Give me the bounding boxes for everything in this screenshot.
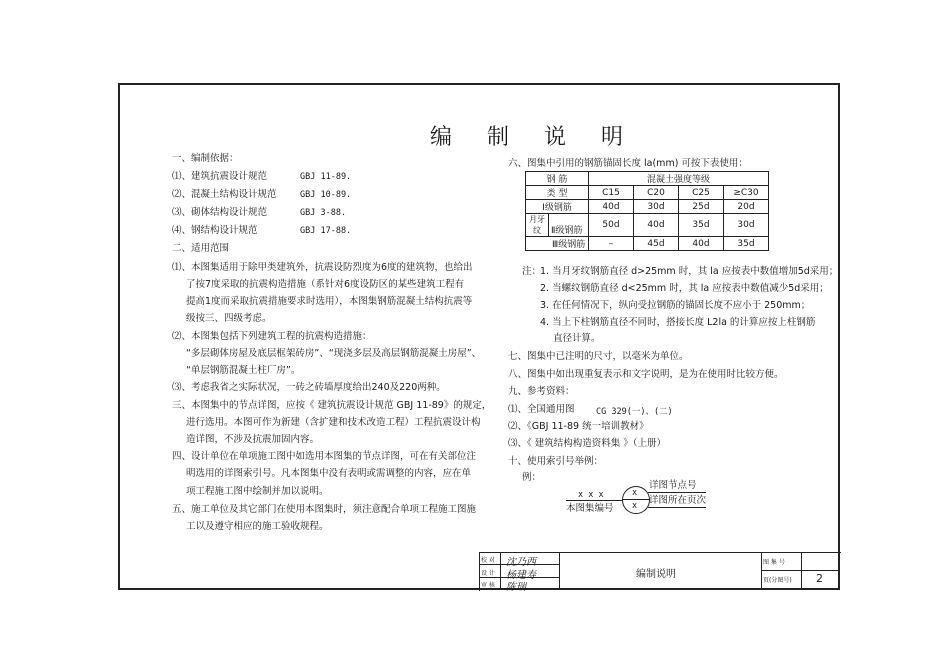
paragraph-line: 工以及遵守相应的施工验收规程。: [186, 521, 329, 532]
page-title: 编 制 说 明: [430, 125, 637, 150]
group-label: 月牙纹: [526, 214, 549, 236]
reference-code: CG 329(一)、(二): [596, 407, 673, 417]
tb-rule: [801, 552, 802, 590]
paragraph-line: 了按7度采取的抗震构造措施（系针对6度设防区的某些建筑工程有: [186, 279, 465, 290]
section-2-heading: 二、适用范围: [172, 243, 230, 254]
detail-number-label: 详图节点号: [649, 480, 697, 491]
basis-item-code: GBJ 10-89.: [300, 190, 352, 200]
leader-line: [648, 492, 706, 493]
paragraph-line: 明选用的详图索引号。凡本图集中没有表明或需调整的内容，应在单: [186, 468, 472, 479]
reference-item: ⑵、《GBJ 11-89 统一培训教材》: [508, 421, 649, 432]
paragraph-line: ⑵、本图集包括下列建筑工程的抗震构造措施：: [172, 331, 372, 342]
grade-cell: C20: [634, 186, 679, 200]
circle-top-text: x: [632, 488, 638, 498]
paragraph-line: ⑴、本图集适用于除甲类建筑外，抗震设防烈度为6度的建筑物，也给出: [172, 262, 473, 273]
signature: 杨建寿: [506, 570, 536, 581]
notes-heading: 注：: [522, 266, 542, 277]
paragraph-line: 三、本图集中的节点详图，应按《 建筑抗震设计规范 GBJ 11-89》的规定，: [172, 400, 492, 411]
note-line: 直径计算。: [553, 333, 601, 344]
basis-item-label: ⑷、钢结构设计规范: [172, 225, 258, 236]
note-line: 2. 当螺纹钢筋直径 d<25mm 时，其 la 应按表中数值减少5d采用；: [540, 283, 829, 294]
section-1-heading: 一、编制依据：: [172, 153, 239, 164]
set-number-label: 图 集 号: [763, 559, 785, 566]
role-label: 设 计: [481, 570, 495, 577]
paragraph-line: 造详图，不涉及抗震加固内容。: [186, 434, 320, 445]
page-number-label: 页(分图号): [763, 577, 792, 584]
table-cell: 30d: [634, 200, 679, 214]
tb-rule: [761, 552, 762, 590]
row-label-text: Ⅱ级钢筋: [551, 226, 583, 236]
section-7: 七、图集中已注明的尺寸，以毫米为单位。: [508, 351, 689, 362]
basis-item-code: GBJ 17-88.: [300, 226, 352, 236]
note-line: 1. 当月牙纹钢筋直径 d>25mm 时，其 la 应按表中数值增加5d采用；: [540, 266, 839, 277]
note-line: 3. 在任何情况下，纵向受拉钢筋的锚固长度不应小于 250mm；: [540, 300, 811, 311]
basis-item-code: GBJ 3-88.: [300, 208, 347, 218]
note-line: 4. 当上下柱钢筋直径不同时，搭接长度 L2la 的计算应按上柱钢筋: [540, 317, 816, 328]
table-cell: 50d: [589, 214, 634, 237]
table-cell: 40d: [634, 214, 679, 237]
tb-rule: [559, 552, 560, 590]
table-row: [526, 200, 769, 214]
table-cell: 45d: [634, 237, 679, 251]
role-label: 校 对: [481, 557, 495, 564]
grade-cell: C25: [679, 186, 724, 200]
index-underline: [566, 500, 622, 501]
section-8: 八、图集中如出现重复表示和文字说明，是为在使用时比较方便。: [508, 369, 784, 380]
paragraph-line: 进行选用。本图可作为新建（含扩建和技术改造工程）工程抗震设计构: [186, 417, 481, 428]
paragraph-line: “单层钢筋混凝土柱厂房”。: [186, 365, 301, 376]
section-10-heading: 十、使用索引号举例：: [508, 456, 604, 467]
table-cell: 35d: [724, 237, 769, 251]
table-cell: 35d: [679, 214, 724, 237]
paragraph-line: ⑶、考虑我省之实际状况，一砖之砖墙厚度给出240及220两种。: [172, 382, 446, 393]
paragraph-line: 五、施工单位及其它部门在使用本图集时，须注意配合单项工程施工图施: [172, 504, 477, 515]
reference-item: ⑶、《 建筑结构构造资料集 》（上册）: [508, 438, 667, 449]
paragraph-line: 级按三、四级考虑。: [186, 313, 272, 324]
leader-line: [648, 507, 706, 508]
drawing-name: 编制说明: [636, 569, 676, 580]
row-label: Ⅰ级钢筋: [526, 200, 589, 214]
grade-cell: C15: [589, 186, 634, 200]
table-cell: 40d: [679, 237, 724, 251]
table-cell: 25d: [679, 200, 724, 214]
table-header: 类 型: [526, 186, 589, 200]
page-location-label: 详图所在页次: [649, 495, 707, 506]
paragraph-line: “多层砌体房屋及底层框架砖房”、“现浇多层及高层钢筋混凝土房屋”、: [186, 348, 482, 359]
role-label: 审 核: [481, 582, 495, 589]
table-cell: 30d: [724, 214, 769, 237]
paragraph-line: 四、设计单位在单项施工图中如选用本图集的节点详图，可在有关部位注: [172, 451, 477, 462]
paragraph-line: 项工程施工图中绘制并加以说明。: [186, 486, 329, 497]
row-label: Ⅲ级钢筋: [526, 237, 589, 251]
basis-item-label: ⑵、混凝土结构设计规范: [172, 189, 277, 200]
page-number: 2: [816, 572, 823, 585]
index-caption: 本图集编号: [566, 503, 614, 514]
basis-item-code: GBJ 11-89.: [300, 172, 352, 182]
anchorage-length-table: [525, 171, 769, 251]
circle-divider: [622, 499, 650, 500]
table-cell: 40d: [589, 200, 634, 214]
grade-cell: ≥C30: [724, 186, 769, 200]
reference-item: ⑴、全国通用图: [508, 404, 575, 415]
table-header: 钢 筋: [526, 172, 589, 186]
signature: 陈瑞: [506, 582, 526, 593]
circle-bottom-text: x: [632, 501, 638, 511]
row-label: [526, 214, 589, 237]
table-row: [526, 214, 769, 237]
table-cell: –: [589, 237, 634, 251]
basis-item-label: ⑴、建筑抗震设计规范: [172, 171, 268, 182]
section-9-heading: 九、参考资料：: [508, 386, 575, 397]
tb-rule: [500, 552, 501, 590]
table-header: 混凝土强度等级: [589, 172, 769, 186]
table-cell: 20d: [724, 200, 769, 214]
basis-item-label: ⑶、砌体结构设计规范: [172, 207, 268, 218]
table-row: [526, 237, 769, 251]
paragraph-line: 提高1度而采取抗震措施要求时选用），本图集钢筋混凝土结构抗震等: [186, 296, 473, 307]
index-number: x x x: [578, 490, 604, 500]
signature: 沈乃西: [506, 557, 536, 568]
example-label: 例：: [522, 472, 542, 483]
section-6-heading: 六、图集中引用的钢筋锚固长度 la(mm) 可按下表使用：: [508, 158, 748, 169]
